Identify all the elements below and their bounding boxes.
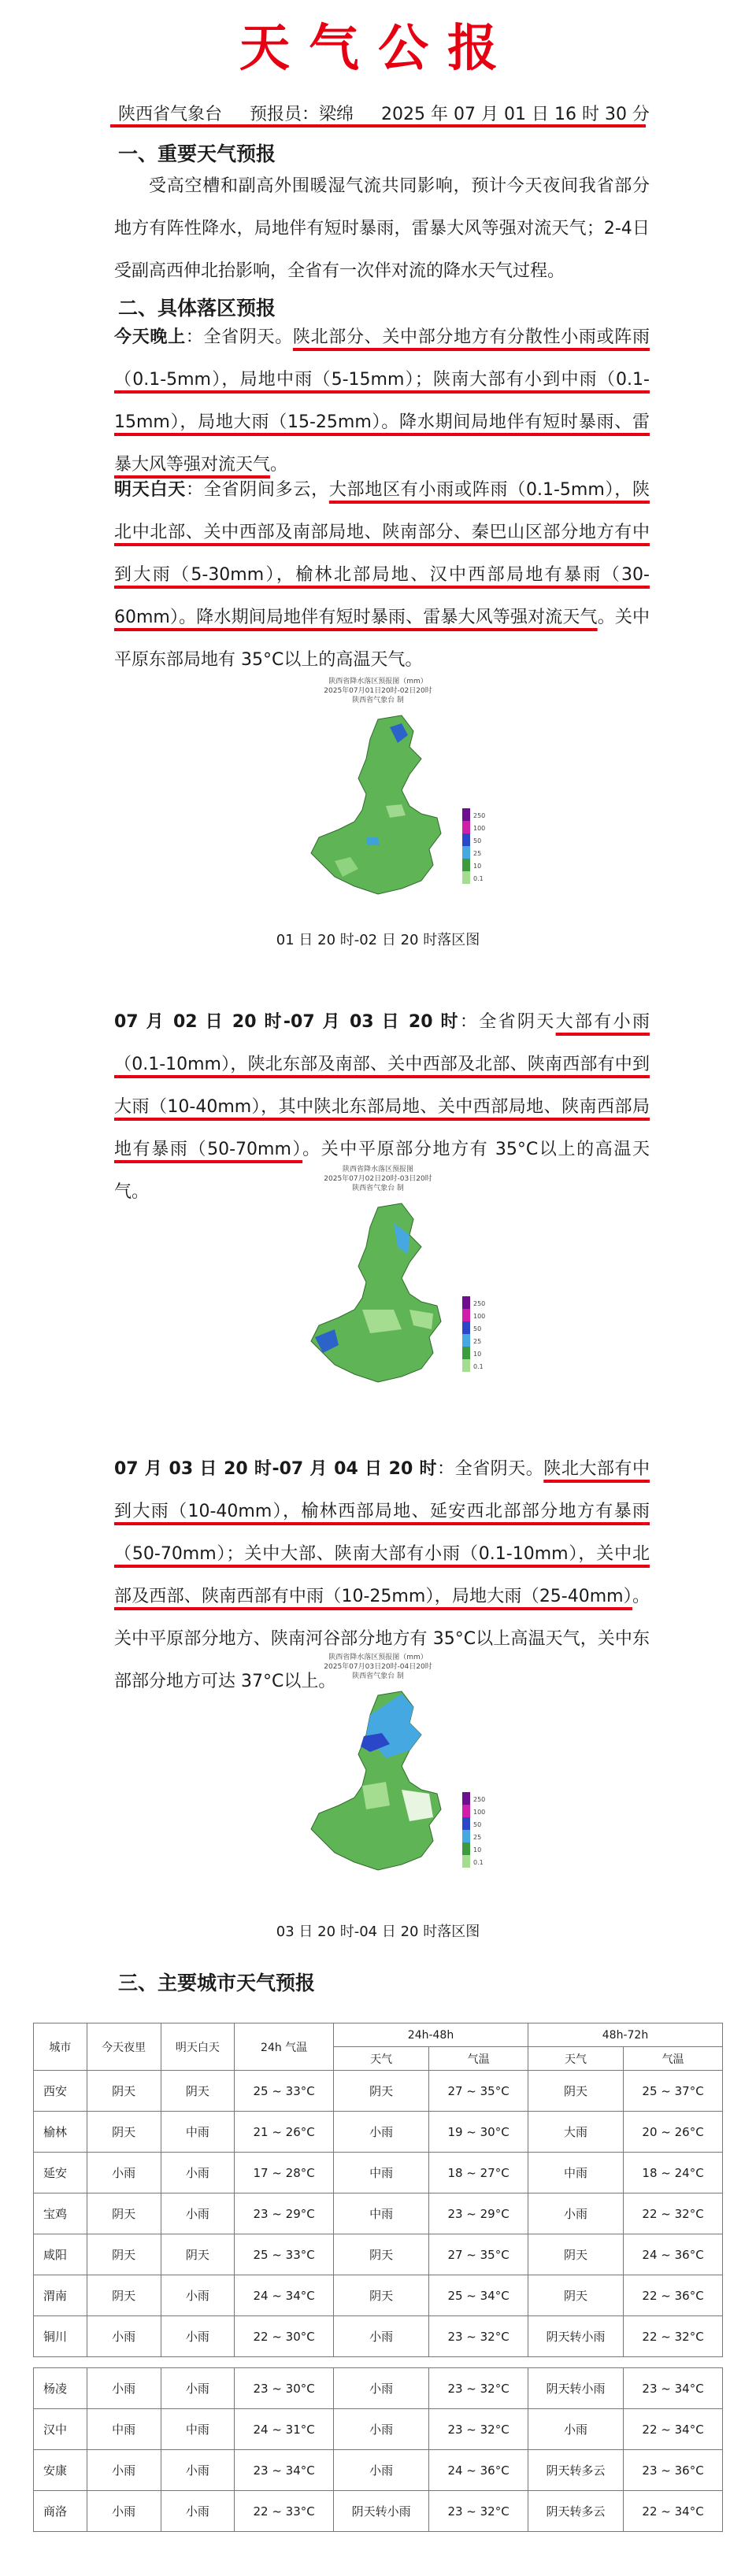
table-cell: 小雨: [87, 2368, 161, 2409]
col-group-48-72: 48h-72h: [528, 2023, 722, 2047]
table-cell: 阴天: [528, 2275, 623, 2316]
table-cell: 22 ~ 36°C: [624, 2275, 723, 2316]
table-cell: 23 ~ 30°C: [235, 2368, 334, 2409]
table-row: [34, 2193, 723, 2234]
legend-1-100: 100: [473, 825, 486, 832]
table-row: [34, 2275, 723, 2316]
table-cell: 23 ~ 34°C: [235, 2450, 334, 2491]
table-cell: 小雨: [161, 2153, 235, 2193]
table-cell: 23 ~ 32°C: [429, 2409, 528, 2450]
tomorrow-label: 明天白天: [114, 480, 186, 500]
col-group-24-48: 24h-48h: [334, 2023, 528, 2047]
page-title: 天气公报: [239, 19, 517, 78]
table-cell: 阴天转多云: [528, 2491, 623, 2532]
city-name: 西安: [34, 2071, 87, 2112]
table-cell: 22 ~ 30°C: [235, 2316, 334, 2357]
table-cell: 小雨: [334, 2368, 429, 2409]
table-row: [34, 2450, 723, 2491]
city-name: 宝鸡: [34, 2193, 87, 2234]
tonight-label: 今天晚上: [114, 327, 186, 347]
legend-1-25: 25: [473, 850, 482, 857]
table-cell: 小雨: [528, 2409, 623, 2450]
day2-highlight: 大部有小雨（0.1-10mm），陕北东部及南部、关中西部及北部、陕南西部有中到大雨（10-40mm），其中陕北东部局地、关中西部局地、陕南西部局地有暴雨（50-70mm）: [114, 1012, 650, 1159]
table-cell: 22 ~ 34°C: [624, 2409, 723, 2450]
city-name: 铜川: [34, 2316, 87, 2357]
table-cell: 小雨: [161, 2450, 235, 2491]
table-cell: 24 ~ 36°C: [429, 2450, 528, 2491]
day3-text-b: 。关中平原部分地方、陕南河谷部分地方有 35°C以上高温天气，关中东部部分地方可达 37°C以上。: [114, 1587, 650, 1691]
col-weather-48: 天气: [334, 2047, 429, 2071]
table-cell: 大雨: [528, 2112, 623, 2153]
city-forecast-table: [33, 2023, 723, 2532]
table-cell: 阴天转小雨: [528, 2316, 623, 2357]
map-3-legend: [461, 1791, 508, 1877]
map-2-period: 2025年07月02日20时-03日20时: [324, 1175, 432, 1183]
col-tonight: 今天夜里: [87, 2023, 161, 2071]
section-heading-areas: 二、具体落区预报: [118, 297, 276, 320]
table-row: [34, 2234, 723, 2275]
agency-name: 陕西省气象台: [118, 105, 223, 124]
legend-2-10: 10: [473, 1351, 482, 1358]
table-cell: 中雨: [161, 2112, 235, 2153]
table-cell: 小雨: [87, 2153, 161, 2193]
table-cell: 小雨: [161, 2193, 235, 2234]
table-cell: 阴天: [334, 2071, 429, 2112]
table-cell: 阴天转小雨: [334, 2491, 429, 2532]
col-city: 城市: [34, 2023, 87, 2071]
legend-2-01: 0.1: [473, 1363, 484, 1370]
col-weather-72: 天气: [528, 2047, 623, 2071]
map-1-header: [287, 677, 469, 705]
map-2-title: 陕西省降水落区预报图: [342, 1166, 413, 1173]
map-2-issuer: 陕西省气象台 制: [352, 1185, 404, 1192]
table-cell: 小雨: [87, 2450, 161, 2491]
table-cell: 23 ~ 32°C: [429, 2316, 528, 2357]
bulletin-header: [118, 101, 672, 125]
day2-text-b: 。关中平原部分地方有 35°C以上的高温天气。: [114, 1140, 650, 1202]
table-cell: 小雨: [334, 2112, 429, 2153]
legend-1-50: 50: [473, 837, 482, 844]
legend-3-50: 50: [473, 1821, 482, 1828]
city-name: 延安: [34, 2153, 87, 2193]
section-heading-important: 一、重要天气预报: [118, 142, 276, 165]
legend-3-100: 100: [473, 1809, 486, 1816]
table-row: [34, 2368, 723, 2409]
legend-1-10: 10: [473, 863, 482, 870]
legend-3-01: 0.1: [473, 1859, 484, 1866]
city-table-body: [34, 2071, 723, 2532]
legend-2-50: 50: [473, 1325, 482, 1332]
table-cell: 21 ~ 26°C: [235, 2112, 334, 2153]
table-cell: 阴天: [87, 2071, 161, 2112]
table-cell: 24 ~ 34°C: [235, 2275, 334, 2316]
city-name: 安康: [34, 2450, 87, 2491]
table-cell: 27 ~ 35°C: [429, 2071, 528, 2112]
table-cell: 阴天: [528, 2234, 623, 2275]
table-row: [34, 2491, 723, 2532]
col-tomorrow: 明天白天: [161, 2023, 235, 2071]
col-temp-48: 气温: [429, 2047, 528, 2071]
legend-1-250: 250: [473, 812, 486, 819]
map-3-issuer: 陕西省气象台 制: [352, 1672, 404, 1680]
col-temp24: 24h 气温: [235, 2023, 334, 2071]
table-cell: 小雨: [334, 2409, 429, 2450]
table-cell: 22 ~ 32°C: [624, 2193, 723, 2234]
tonight-forecast: [114, 316, 650, 486]
table-cell: 25 ~ 33°C: [235, 2071, 334, 2112]
tomorrow-text-a: ：全省阴间多云，: [185, 480, 329, 500]
table-cell: 阴天: [161, 2234, 235, 2275]
map-3-caption: 03 日 20 时-04 日 20 时落区图: [276, 1924, 480, 1940]
map-2-header: [287, 1165, 469, 1193]
map-3-header: [287, 1653, 469, 1681]
table-cell: 小雨: [87, 2491, 161, 2532]
table-cell: 22 ~ 33°C: [235, 2491, 334, 2532]
legend-3-25: 25: [473, 1834, 482, 1841]
table-cell: 阴天: [334, 2234, 429, 2275]
tonight-text-b: 。: [270, 455, 288, 475]
table-cell: 24 ~ 31°C: [235, 2409, 334, 2450]
day3-highlight: 陕北大部有中到大雨（10-40mm），榆林西部局地、延安西北部部分地方有暴雨（50-70mm）；关中大部、陕南大部有小雨（0.1-10mm），关中北部及西部、陕南西部有中雨（10-25mm），局地大雨（25-40mm）: [114, 1459, 650, 1606]
map-1-period: 2025年07月01日20时-02日20时: [324, 687, 432, 695]
table-cell: 18 ~ 24°C: [624, 2153, 723, 2193]
table-cell: 阴天: [87, 2193, 161, 2234]
table-cell: 中雨: [528, 2153, 623, 2193]
table-cell: 20 ~ 26°C: [624, 2112, 723, 2153]
table-row: [34, 2071, 723, 2112]
table-cell: 23 ~ 34°C: [624, 2368, 723, 2409]
rain-map-3: [260, 1653, 520, 1905]
table-cell: 27 ~ 35°C: [429, 2234, 528, 2275]
table-cell: 中雨: [87, 2409, 161, 2450]
legend-3-10: 10: [473, 1846, 482, 1853]
table-cell: 23 ~ 32°C: [429, 2491, 528, 2532]
table-cell: 小雨: [334, 2316, 429, 2357]
legend-1-01: 0.1: [473, 875, 484, 882]
legend-2-250: 250: [473, 1300, 486, 1307]
header-divider: [110, 124, 646, 128]
table-cell: 19 ~ 30°C: [429, 2112, 528, 2153]
table-row: [34, 2153, 723, 2193]
col-temp-72: 气温: [624, 2047, 723, 2071]
table-cell: 小雨: [528, 2193, 623, 2234]
rain-map-2: [260, 1165, 520, 1401]
tomorrow-forecast: [114, 469, 650, 682]
tonight-text-a: ：全省阴天。: [185, 327, 293, 347]
map-3-period: 2025年07月03日20时-04日20时: [324, 1663, 432, 1671]
issue-datetime: 2025 年 07 月 01 日 16 时 30 分: [381, 105, 650, 124]
table-cell: 小雨: [161, 2316, 235, 2357]
city-name: 商洛: [34, 2491, 87, 2532]
table-cell: 阴天转多云: [528, 2450, 623, 2491]
tomorrow-text-b: 。关中平原东部局地有 35°C以上的高温天气。: [114, 608, 650, 670]
table-cell: 22 ~ 32°C: [624, 2316, 723, 2357]
forecaster-name: 预报员：梁绵: [250, 105, 354, 124]
table-cell: 中雨: [334, 2193, 429, 2234]
important-forecast-text: 受高空槽和副高外围暖湿气流共同影响，预计今天夜间我省部分地方有阵性降水，局地伴有短时暴雨，雷暴大风等强对流天气；2-4日受副高西伸北抬影响，全省有一次伴对流的降水天气过程。: [114, 176, 650, 281]
table-cell: 25 ~ 34°C: [429, 2275, 528, 2316]
table-row: [34, 2409, 723, 2450]
tomorrow-highlight: 大部地区有小雨或阵雨（0.1-5mm），陕北中北部、关中西部及南部局地、陕南部分、秦巴山区部分地方有中到大雨（5-30mm），榆林北部局地、汉中西部局地有暴雨（30-60mm）。降水期间局地伴有短时暴雨、雷暴大风等强对流天气: [114, 480, 650, 627]
map-1-caption: 01 日 20 时-02 日 20 时落区图: [276, 932, 480, 948]
day3-text-a: ：全省阴天。: [437, 1459, 544, 1479]
legend-2-25: 25: [473, 1338, 482, 1345]
table-row: [34, 2112, 723, 2153]
legend-3-250: 250: [473, 1796, 486, 1803]
city-name: 渭南: [34, 2275, 87, 2316]
table-cell: 25 ~ 33°C: [235, 2234, 334, 2275]
table-cell: 小雨: [334, 2450, 429, 2491]
table-cell: 阴天: [334, 2275, 429, 2316]
table-gap: [34, 2357, 723, 2368]
table-cell: 小雨: [161, 2368, 235, 2409]
table-cell: 23 ~ 29°C: [235, 2193, 334, 2234]
city-name: 杨凌: [34, 2368, 87, 2409]
map-3-title: 陕西省降水落区预报图（mm）: [328, 1654, 428, 1661]
table-cell: 23 ~ 29°C: [429, 2193, 528, 2234]
table-cell: 阴天: [87, 2275, 161, 2316]
table-cell: 23 ~ 32°C: [429, 2368, 528, 2409]
table-gap-cell: [34, 2357, 723, 2368]
table-cell: 中雨: [161, 2409, 235, 2450]
table-cell: 小雨: [161, 2491, 235, 2532]
table-cell: 小雨: [87, 2316, 161, 2357]
table-row: [34, 2316, 723, 2357]
table-cell: 阴天: [87, 2112, 161, 2153]
day2-label: 07 月 02 日 20 时-07 月 03 日 20 时: [114, 1012, 460, 1032]
table-cell: 25 ~ 37°C: [624, 2071, 723, 2112]
map-1-issuer: 陕西省气象台 制: [352, 697, 404, 704]
legend-2-100: 100: [473, 1313, 486, 1320]
table-cell: 23 ~ 36°C: [624, 2450, 723, 2491]
table-cell: 中雨: [334, 2153, 429, 2193]
table-cell: 小雨: [161, 2275, 235, 2316]
section-heading-cities: 三、主要城市天气预报: [118, 1972, 316, 1994]
tonight-highlight: 陕北部分、关中部分地方有分散性小雨或阵雨（0.1-5mm），局地中雨（5-15mm）；陕南大部有小到中雨（0.1-15mm），局地大雨（15-25mm）。降水期间局地伴有短时暴雨、雷暴大风等强对流天气: [114, 327, 650, 475]
city-name: 榆林: [34, 2112, 87, 2153]
table-cell: 22 ~ 34°C: [624, 2491, 723, 2532]
city-name: 汉中: [34, 2409, 87, 2450]
map-1-title: 陕西省降水落区预报图（mm）: [328, 678, 428, 686]
table-cell: 18 ~ 27°C: [429, 2153, 528, 2193]
map-2-legend: [461, 1295, 508, 1381]
city-name: 咸阳: [34, 2234, 87, 2275]
day2-text-a: ：全省阴天: [459, 1012, 556, 1032]
day3-label: 07 月 03 日 20 时-07 月 04 日 20 时: [114, 1459, 438, 1479]
table-cell: 24 ~ 36°C: [624, 2234, 723, 2275]
table-cell: 阴天转小雨: [528, 2368, 623, 2409]
table-cell: 17 ~ 28°C: [235, 2153, 334, 2193]
table-cell: 阴天: [161, 2071, 235, 2112]
rain-map-1: [260, 677, 520, 913]
table-cell: 阴天: [528, 2071, 623, 2112]
map-1-legend: [461, 807, 508, 893]
table-cell: 阴天: [87, 2234, 161, 2275]
